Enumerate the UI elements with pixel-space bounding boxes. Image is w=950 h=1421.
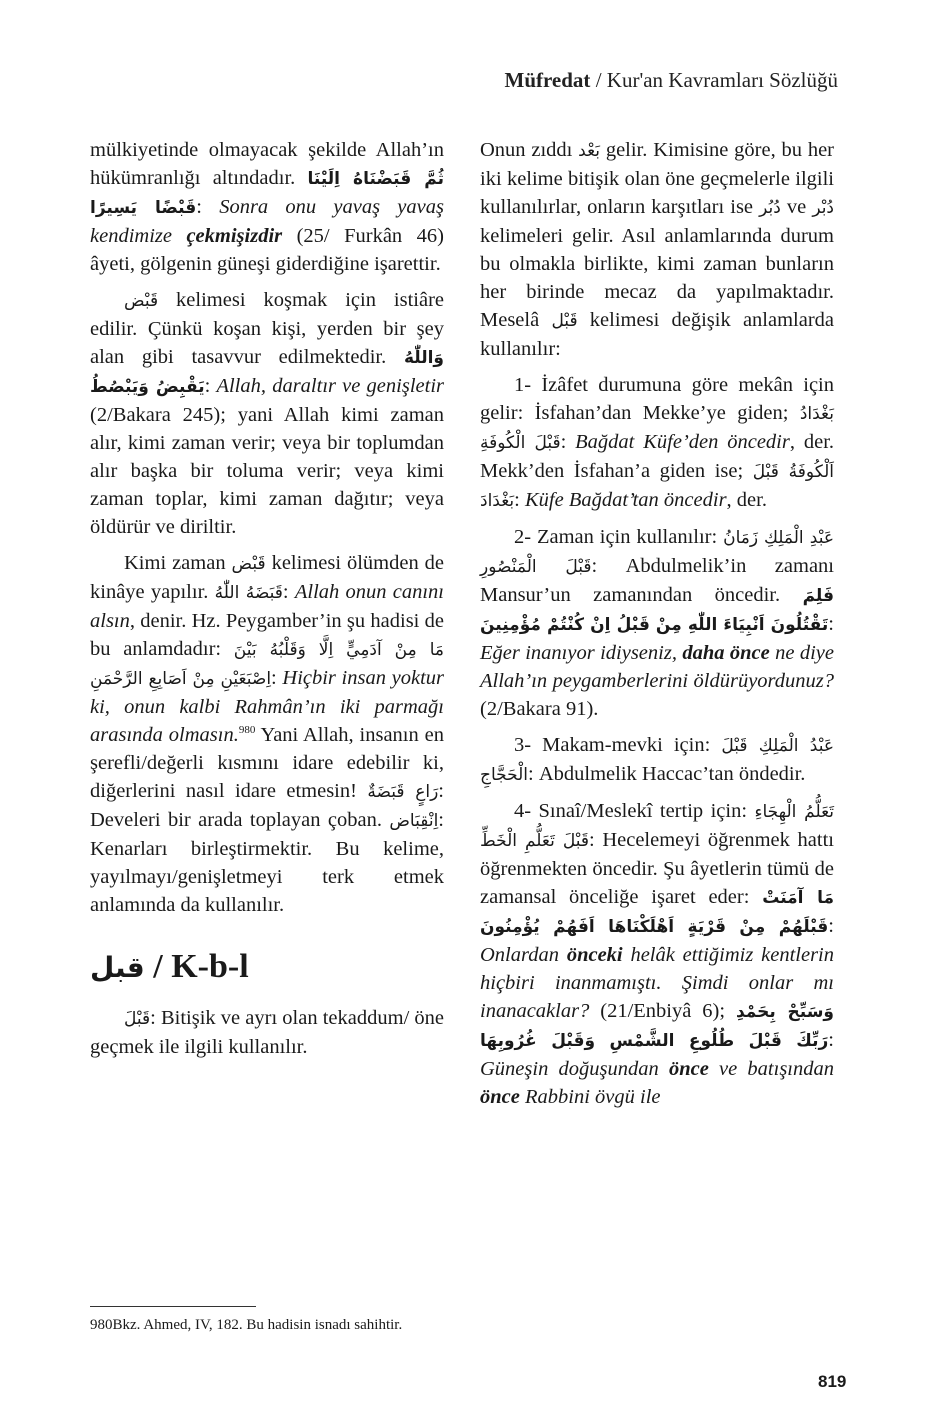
- text-run: , der. Mekk’den İsfahan’a giden ise;: [480, 431, 835, 482]
- translation-italic: Allah, daraltır ve genişletir: [216, 375, 444, 397]
- paragraph: [480, 136, 834, 363]
- text-run: :: [282, 581, 295, 603]
- header-subtitle: Kur'an Kavramları Sözlüğü: [606, 68, 838, 92]
- text-run: 4- Sınaî/Meslekî tertip için:: [514, 800, 755, 822]
- translation-italic: Allah onun canını alsın: [90, 581, 444, 632]
- arabic-term: قَبْض: [124, 291, 159, 311]
- footnote-marker: 980: [238, 724, 256, 737]
- translation-italic: Güneşin doğuşundan: [480, 1058, 669, 1080]
- translation-italic: Onlardan: [480, 944, 567, 966]
- right-column: [480, 136, 834, 1111]
- footnote-divider: [90, 1306, 256, 1307]
- translation-italic: Küfe Bağdat’tan öncedir: [524, 489, 727, 511]
- translation-bold-italic: önceki: [566, 944, 623, 966]
- arabic-verse: وَسَبِّحْ بِحَمْدِ رَبِّكَ قَبْلَ طُلُوعِ الشَّمْسِ وَقَبْلَ غُرُوبِهَا: [480, 1002, 834, 1051]
- text-run: , der.: [726, 489, 767, 511]
- text-run: kelimesi koşmak için istiâre edilir. Çünkü koşan kişi, yerden bir şey alan gibi tasavvur edilmektedir.: [90, 289, 444, 368]
- text-run: 3- Makam-mevki için:: [514, 734, 722, 756]
- arabic-quote: وَاللّٰهُ يَقْبِضُ وَيَبْصُطُ: [90, 348, 444, 397]
- arabic-term: زَمَانُ: [723, 528, 759, 548]
- translation-italic: ve batışından: [708, 1058, 834, 1080]
- arabic-term: رَاعٍ قَبَضَةٌ: [367, 782, 439, 802]
- text-run: Kimi zaman: [124, 552, 232, 574]
- paragraph: [480, 371, 834, 515]
- heading-arabic: قبل: [90, 951, 145, 984]
- text-run: :: [828, 1029, 834, 1051]
- text-run: :: [204, 375, 217, 397]
- text-run: kelimesi değişik anlamlarda kullanılır:: [480, 309, 835, 360]
- heading-latin: / K-b-l: [144, 948, 249, 985]
- translation-bold-italic: daha önce: [682, 642, 770, 664]
- text-run: (2/Bakara 245); yani Allah kimi zaman alır, kimi zaman verir; veya bir toplumdan alır başka bir toluma verir; veya kimi zaman toplar, kimi zaman dağıtır; veya öldürür ve diriltir.: [90, 404, 444, 538]
- arabic-quote: بَغْدَادُ قَبْلَ الْكُوفَةِ: [480, 404, 834, 453]
- arabic-verse: فَلِمَ تَقْتُلُونَ اَنْبِيَاءَ اللّٰهِ مِنْ قَبْلُ اِنْ كُنْتُمْ مُؤْمِنِينَ: [480, 586, 834, 635]
- text-run: :: [560, 431, 576, 453]
- arabic-term: قَبْلَ: [124, 1009, 151, 1029]
- arabic-term: اِنْقِبَاض: [389, 811, 439, 831]
- arabic-term: دُبْر: [812, 198, 834, 218]
- text-run: : Abdulmelik Haccac’tan öndedir.: [528, 763, 806, 785]
- header-separator: /: [590, 68, 607, 92]
- text-run: (2/Bakara 91).: [480, 698, 599, 720]
- translation-italic: helâk ettiğimiz kentlerin hiçbiri inanmamıştı. Şimdi onlar mı inanacaklar?: [480, 944, 834, 1022]
- paragraph: [90, 549, 444, 919]
- arabic-quote: تَعَلُّمُ الْهِجَاءِ قَبْلَ تَعَلُّمِ الْخَطِّ: [480, 802, 834, 851]
- text-run: Onun zıddı: [480, 139, 579, 161]
- section-heading: [90, 947, 444, 988]
- text-run: Yani Allah, insanın en şerefli/değerli kısmını idare edebilir ki, diğerlerini nasıl idare etmesin!: [90, 724, 444, 802]
- arabic-quote: قَبَضَهُ اللّٰهُ: [214, 583, 283, 603]
- arabic-quote: عَبْدُ الْمَلِكِ قَبْلَ الْحَجَّاجِ: [480, 736, 835, 785]
- text-run: mülkiyetinde olmayacak şekilde Allah’ın hükümranlığı altındadır.: [90, 139, 444, 189]
- text-run: gelir. Kimisine göre, bu her iki kelime bitişik olan öne geçmelerle ilgili kullanılırlar, onların karşıtları ise: [480, 139, 834, 218]
- paragraph: [480, 731, 834, 789]
- arabic-quote: عَبْدِ الْمَلِكِ قَبْلَ الْمَنْصُورِ: [480, 528, 834, 577]
- paragraph: [90, 136, 444, 278]
- arabic-quote: ثُمَّ قَبَضْنَاهُ اِلَيْنَا قَبْضًا يَسِيرًا: [90, 169, 444, 218]
- text-run: (21/Enbiyâ 6);: [589, 1000, 736, 1022]
- translation-italic: ne diye Allah’ın peygamberlerini öldürüyordunuz?: [480, 642, 834, 692]
- page-number: 819: [818, 1372, 847, 1391]
- text-run: : Bitişik ve ayrı olan tekaddum/ öne geçmek ile ilgili kullanılır.: [90, 1007, 444, 1058]
- arabic-term: قَبْض: [231, 554, 266, 574]
- translation-italic: Hiçbir insan yoktur ki, onun kalbi Rahmân’ın iki parmağı arasında olmasın.: [90, 667, 444, 746]
- arabic-term: قَبْل: [551, 311, 578, 331]
- text-run: ve: [780, 196, 813, 218]
- arabic-term: دُبُر: [759, 198, 781, 218]
- translation-bold-italic: önce: [480, 1086, 520, 1108]
- text-run: kelimesi ölümden de kinâye yapılır.: [90, 552, 445, 603]
- text-run: kelimeleri gelir. Asıl anlamlarında durum bu olmakla birlikte, kimi zaman bunların her birinde mecaz da yapılmaktadır. Meselâ: [480, 225, 834, 331]
- text-run: :: [271, 667, 283, 689]
- translation-bold-italic: önce: [668, 1058, 709, 1080]
- text-run: 1- İzâfet durumuna göre mekân için gelir: İsfahan’dan Mekke’ye giden;: [480, 374, 834, 424]
- translation-italic: Sonra onu yavaş yavaş kendimize: [90, 196, 444, 247]
- translation-italic: Rabbini övgü ile: [519, 1086, 661, 1108]
- text-run: (25/ Furkân 46) âyeti, gölgenin güneşi giderdiğine işarettir.: [90, 225, 444, 275]
- arabic-term: بَعْد: [578, 141, 601, 161]
- paragraph: [90, 1004, 444, 1061]
- text-run: :: [828, 613, 834, 635]
- text-run: : Hecelemeyi öğrenmek hattı öğrenmekten öncedir. Şu âyetlerin tümü de zamansal önceliğe işaret eder:: [480, 829, 834, 908]
- header-book-title: Müfredat: [504, 68, 591, 92]
- text-run: :: [196, 196, 220, 218]
- footnote: 980Bkz. Ahmed, IV, 182. Bu hadisin isnadı sahihtir.: [90, 1317, 403, 1333]
- arabic-hadith: مَا مِنْ آدَمِيٍّ اِلَّا وَقَلْبُهُ بَيْنَ اِصْبَعَيْنِ مِنْ اَصَابِعِ الرَّحْمَنِ: [90, 640, 444, 689]
- text-run: : Abdulmelik’in zamanı Mansur’un zamanından öncedir.: [480, 555, 834, 606]
- text-run: 2- Zaman için kullanılır:: [514, 526, 724, 548]
- paragraph: [90, 286, 444, 541]
- translation-bold-italic: çekmişizdir: [186, 225, 283, 247]
- arabic-verse: مَا آمَنَتْ قَبْلَهُمْ مِنْ قَرْيَةٍ اَهْلَكْنَاهَا اَفَهُمْ يُؤْمِنُونَ: [480, 888, 834, 937]
- running-header: [505, 68, 839, 93]
- arabic-quote: اَلْكُوفَةُ قَبْلَ بَغْدَادَ: [480, 462, 834, 511]
- text-run: :: [828, 915, 834, 937]
- text-run: :: [514, 489, 525, 511]
- translation-italic: Eğer inanıyor idiyseniz,: [480, 642, 683, 664]
- paragraph: [480, 523, 834, 723]
- text-run: , denir. Hz. Peygamber’in şu hadisi de bu anlamdadır:: [90, 610, 444, 660]
- text-run: : Kenarları birleştirmektir. Bu kelime, yayılmayı/genişletmeyi terk etmek anlamında da kullanılır.: [90, 809, 444, 916]
- left-column: [90, 136, 444, 1061]
- translation-italic: Bağdat Küfe’den öncedir: [575, 431, 790, 453]
- text-run: : Develeri bir arada toplayan çoban.: [90, 780, 444, 831]
- paragraph: [480, 797, 834, 1111]
